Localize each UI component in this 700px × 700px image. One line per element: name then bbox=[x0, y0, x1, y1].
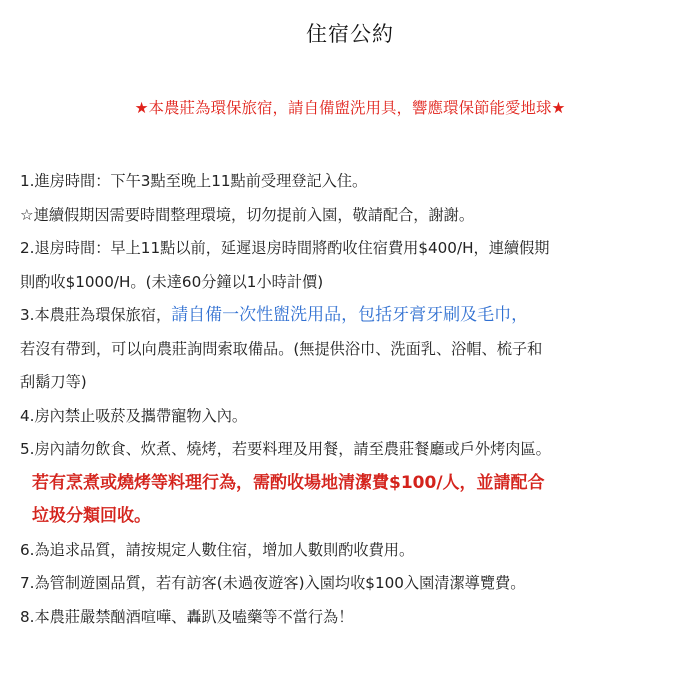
rule-1: 1.進房時間：下午3點至晚上11點前受理登記入住。 bbox=[20, 172, 368, 190]
rule-5: 5.房內請勿飲食、炊煮、燒烤，若要料理及用餐，請至農莊餐廳或戶外烤肉區。 bbox=[20, 440, 551, 458]
page-title: 住宿公約 bbox=[306, 22, 394, 46]
rules-list bbox=[20, 165, 692, 634]
rule-2-line-2: 則酌收$1000/H。(未達60分鐘以1小時計價) bbox=[20, 272, 324, 291]
rule-3-line-3: 刮鬍刀等) bbox=[20, 373, 87, 391]
rule-5-warning-line-1: 若有烹煮或燒烤等料理行為，需酌收場地清潔費$100/人，並請配合 bbox=[32, 472, 545, 493]
rule-6: 6.為追求品質，請按規定人數住宿，增加人數則酌收費用。 bbox=[20, 540, 415, 559]
rule-3-prefix: 3.本農莊為環保旅宿， bbox=[20, 306, 172, 324]
eco-banner: ★本農莊為環保旅宿，請自備盥洗用具，響應環保節能愛地球★ bbox=[134, 99, 566, 117]
rule-3-line-2: 若沒有帶到，可以向農莊詢問索取備品。(無提供浴巾、洗面乳、浴帽、梳子和 bbox=[20, 339, 543, 358]
rule-3-highlight: 請自備一次性盥洗用品，包括牙膏牙刷及毛巾， bbox=[171, 305, 529, 325]
rule-4: 4.房內禁止吸菸及攜帶寵物入內。 bbox=[20, 406, 248, 425]
rule-2-line-1: 2.退房時間：早上11點以前，延遲退房時間將酌收住宿費用$400/H，連續假期 bbox=[20, 239, 550, 257]
rule-8: 8.本農莊嚴禁酗酒喧嘩、轟趴及嗑藥等不當行為！ bbox=[20, 607, 354, 626]
rule-7: 7.為管制遊園品質，若有訪客(未過夜遊客)入園均收$100入園清潔導覽費。 bbox=[20, 574, 526, 592]
rule-1-note: ☆連續假期因需要時間整理環境，切勿提前入園，敬請配合，謝謝。 bbox=[20, 205, 475, 224]
rule-5-warning-line-2: 垃圾分類回收。 bbox=[32, 506, 151, 526]
rule-3-line-1 bbox=[20, 299, 692, 333]
